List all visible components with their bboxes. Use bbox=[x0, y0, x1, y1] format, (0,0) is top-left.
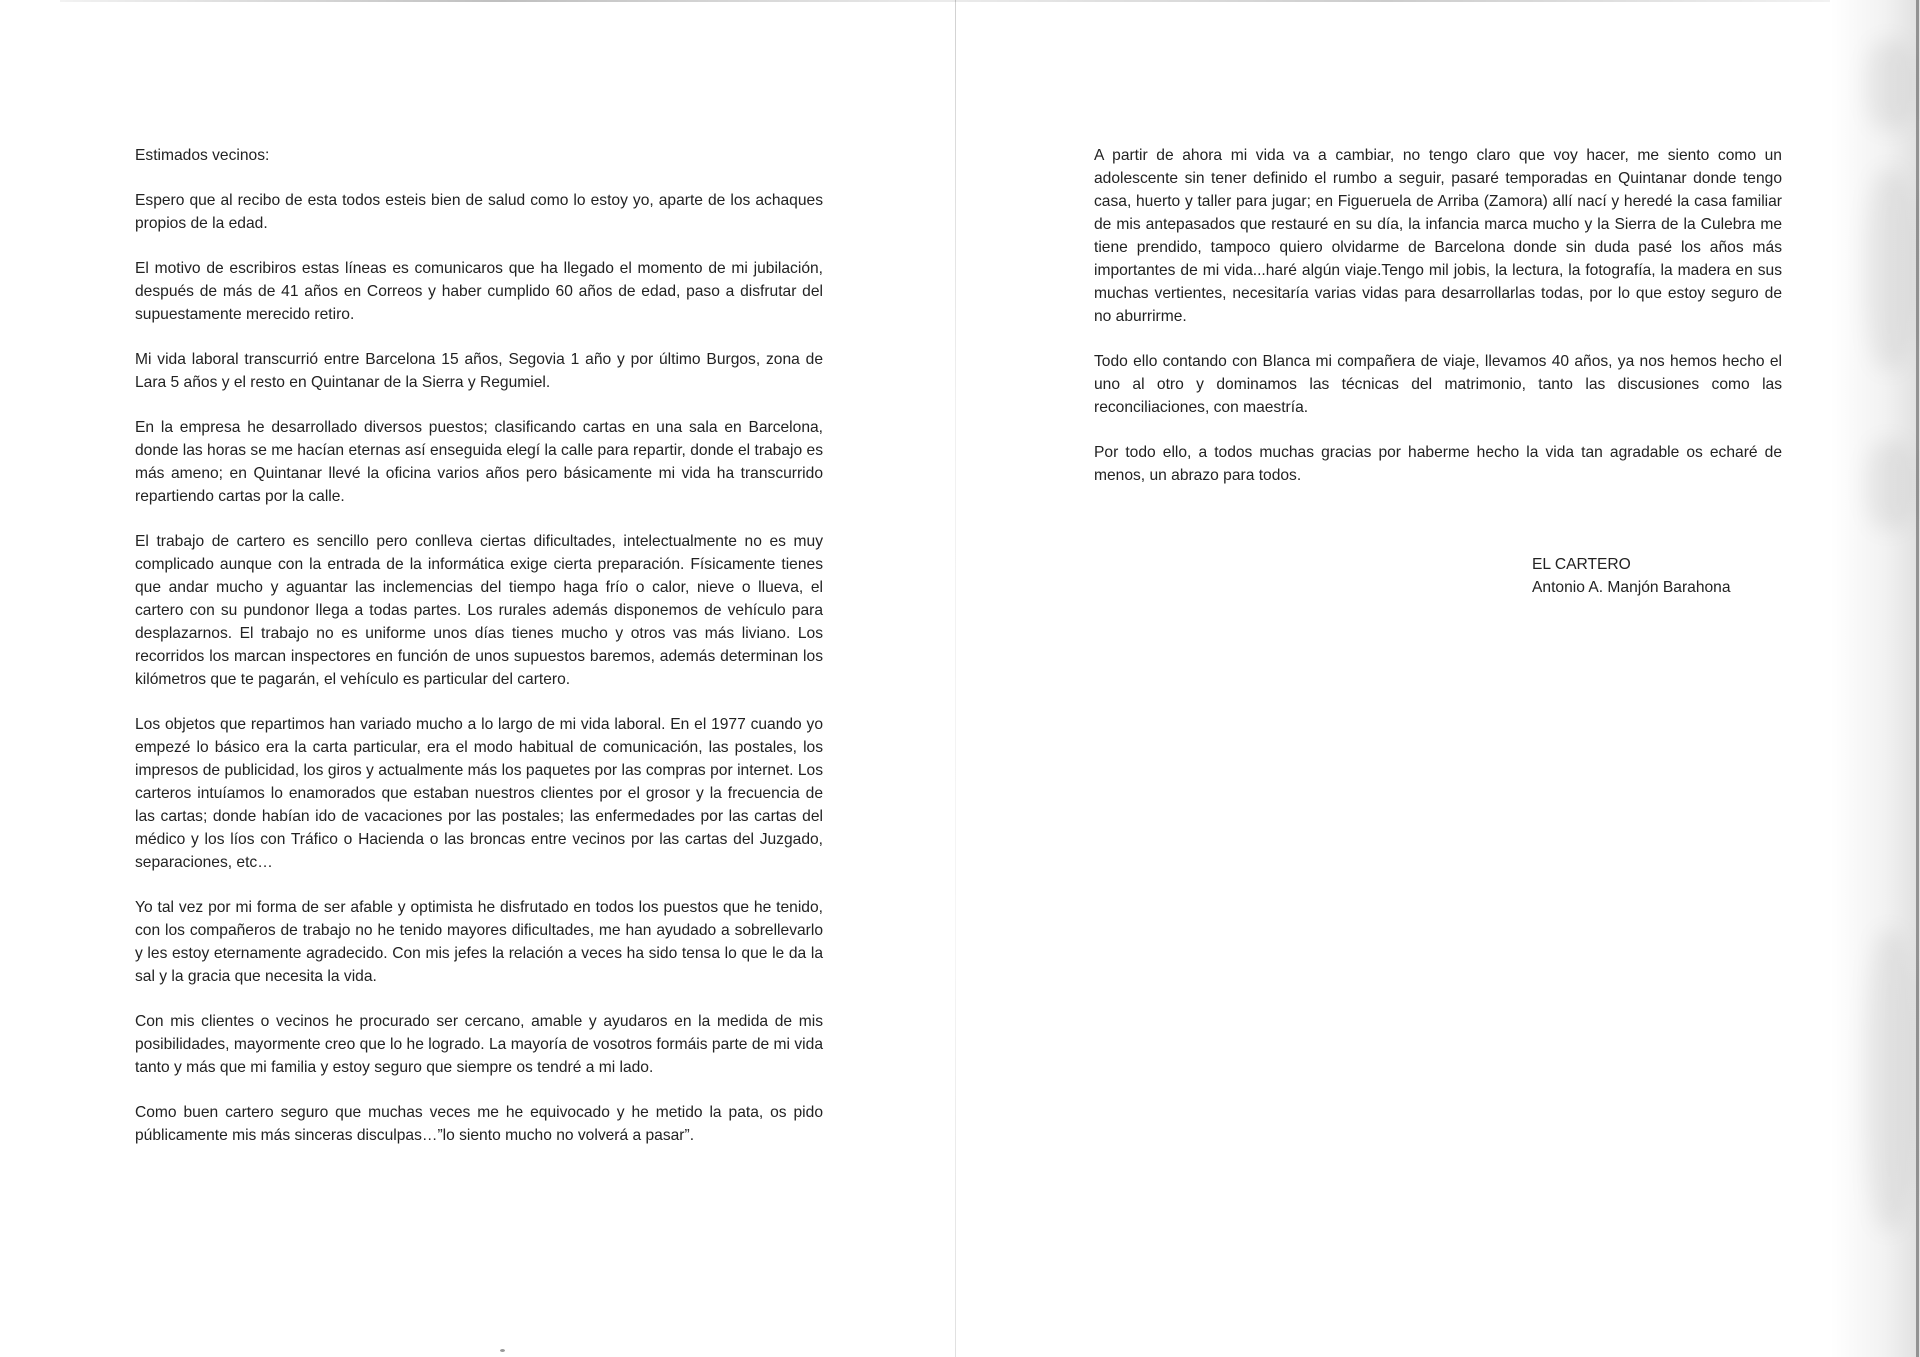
scan-smudge bbox=[1866, 40, 1912, 130]
letter-left-column bbox=[135, 144, 823, 1169]
signature-title: EL CARTERO bbox=[1532, 556, 1631, 573]
scan-top-edge bbox=[60, 0, 1830, 2]
page-fold-line bbox=[955, 0, 956, 1357]
letter-paragraph: Espero que al recibo de esta todos esteis bien de salud como lo estoy yo, aparte de los achaques propios de la edad. bbox=[135, 192, 823, 232]
letter-right-column bbox=[1094, 144, 1782, 509]
scan-smudge bbox=[1866, 930, 1912, 1230]
letter-paragraph: En la empresa he desarrollado diversos puestos; clasificando cartas en una sala en Barcelona, donde las horas se me hacían eternas así enseguida elegí la calle para repartir, donde el trabajo es más ameno; en Quintanar llevé la oficina varios años pero básicamente mi vida ha transcurrido repartiendo cartas por la calle. bbox=[135, 419, 823, 505]
letter-paragraph: Yo tal vez por mi forma de ser afable y optimista he disfrutado en todos los puestos que he tenido, con los compañeros de trabajo no he tenido mayores dificultades, me han ayudado a sobrellevarlo y les estoy eternamente agradecido. Con mis jefes la relación a veces ha sido tensa lo que le da la sal y la gracia que necesita la vida. bbox=[135, 899, 823, 985]
letter-paragraph: El motivo de escribiros estas líneas es comunicaros que ha llegado el momento de mi jubilación, después de más de 41 años en Correos y haber cumplido 60 años de edad, paso a disfrutar del supuestamente merecido retiro. bbox=[135, 260, 823, 323]
scan-speck bbox=[500, 1349, 505, 1352]
letter-paragraph: Estimados vecinos: bbox=[135, 147, 270, 164]
letter-paragraph: Con mis clientes o vecinos he procurado ser cercano, amable y ayudaros en la medida de mis posibilidades, mayormente creo que lo he logrado. La mayoría de vosotros formáis parte de mi vida tanto y más que mi familia y estoy seguro que siempre os tendré a mi lado. bbox=[135, 1013, 823, 1076]
letter-paragraph: Los objetos que repartimos han variado mucho a lo largo de mi vida laboral. En el 1977 cuando yo empezé lo básico era la carta particular, era el modo habitual de comunicación, las postales, los impresos de publicidad, los giros y actualmente más los paquetes por las compras por internet. Los carteros intuíamos lo enamorados que estaban nuestros clientes por el grosor y la frecuencia de las cartas; donde habían ido de vacaciones por las postales; las enfermedades por las cartas del médico y los líos con Tráfico o Hacienda o las broncas entre vecinos por las cartas del Juzgado, separaciones, etc… bbox=[135, 716, 823, 871]
letter-paragraph: Como buen cartero seguro que muchas veces me he equivocado y he metido la pata, os pido públicamente mis más sinceras disculpas…”lo siento mucho no volverá a pasar”. bbox=[135, 1104, 823, 1144]
letter-paragraph: A partir de ahora mi vida va a cambiar, no tengo claro que voy hacer, me siento como un adolescente sin tener definido el rumbo a seguir, pasaré temporadas en Quintanar donde tengo casa, huerto y taller para jugar; en Figueruela de Arriba (Zamora) allí nací y heredé la casa familiar de mis antepasados que restauré en su día, la infancia marca mucho y la Sierra de la Culebra me tiene prendido, tampoco quiero olvidarme de Barcelona donde sin duda pasé los años más importantes de mi vida...haré algún viaje.Tengo mil jobis, la lectura, la fotografía, la madera en sus muchas vertientes, necesitaría varias vidas para desarrollarlas todas, por lo que estoy seguro de no aburrirme. bbox=[1094, 147, 1782, 325]
scan-right-edge bbox=[1916, 0, 1919, 1357]
letter-paragraph: Por todo ello, a todos muchas gracias por haberme hecho la vida tan agradable os echaré de menos, un abrazo para todos. bbox=[1094, 444, 1782, 484]
letter-paragraph: Todo ello contando con Blanca mi compañera de viaje, llevamos 40 años, ya nos hemos hecho el uno al otro y dominamos las técnicas del matrimonio, tanto las discusiones como las reconciliaciones, con maestría. bbox=[1094, 353, 1782, 416]
signature-name: Antonio A. Manjón Barahona bbox=[1532, 579, 1731, 596]
letter-signature bbox=[1532, 553, 1731, 599]
letter-paragraph: El trabajo de cartero es sencillo pero conlleva ciertas dificultades, intelectualmente no es muy complicado aunque con la entrada de la informática exige cierta preparación. Físicamente tienes que andar mucho y aguantar las inclemencias del tiempo haga frío o calor, nieve o llueva, el cartero con su pundonor llega a todas partes. Los rurales además disponemos de vehículo para desplazarnos. El trabajo no es uniforme unos días tienes mucho y otros vas más liviano. Los recorridos los marcan inspectores en función de unos supuestos baremos, además determinan los kilómetros que te pagarán, el vehículo es particular del cartero. bbox=[135, 533, 823, 688]
letter-paragraph: Mi vida laboral transcurrió entre Barcelona 15 años, Segovia 1 año y por último Burgos, zona de Lara 5 años y el resto en Quintanar de la Sierra y Regumiel. bbox=[135, 351, 823, 391]
scan-smudge bbox=[1866, 440, 1912, 530]
scan-smudge bbox=[1866, 170, 1912, 370]
